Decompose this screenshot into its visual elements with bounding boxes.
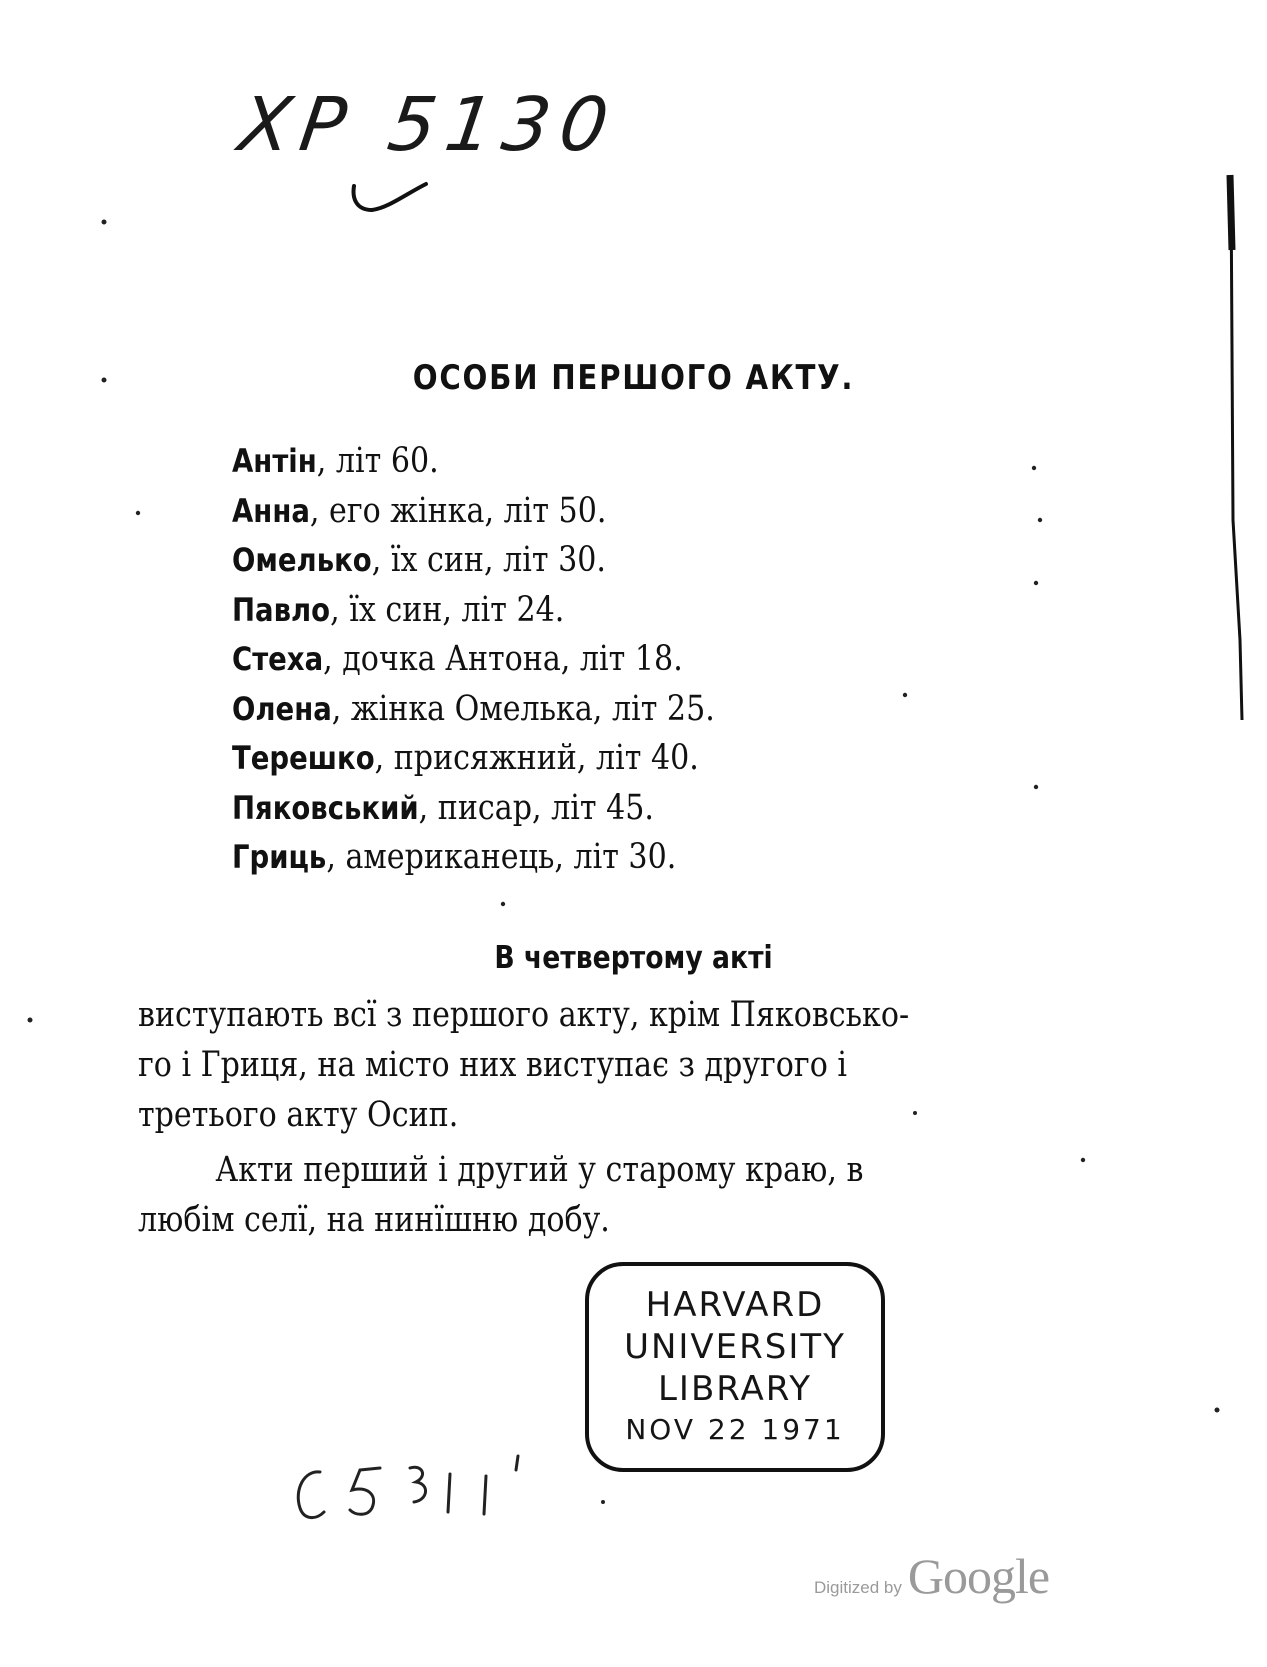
cast-desc: , їх син, літ 30. bbox=[371, 540, 606, 580]
google-wordmark: Google bbox=[907, 1548, 1050, 1604]
cast-desc: , їх син, літ 24. bbox=[330, 589, 565, 630]
stamp-line: UNIVERSITY bbox=[624, 1327, 846, 1367]
cast-desc: , жінка Омелька, літ 25. bbox=[331, 688, 715, 729]
cast-name: Гриць bbox=[232, 838, 327, 876]
cast-name: Терешко bbox=[232, 739, 375, 777]
cast-desc: , его жінка, літ 50. bbox=[309, 490, 607, 531]
paragraph-line: любім селї, на нинїшню добу. bbox=[138, 1200, 610, 1240]
cast-name: Анна bbox=[232, 491, 310, 530]
stamp-line: HARVARD bbox=[645, 1285, 825, 1325]
paragraph-line: Акти перший і другий у старому краю, в bbox=[215, 1150, 864, 1190]
handwritten-call-number: XP 5130 bbox=[233, 82, 624, 168]
act4-heading: В четвертому акті bbox=[494, 940, 773, 976]
cast-name: Омелько bbox=[232, 541, 372, 579]
stamp-line: LIBRARY bbox=[657, 1369, 813, 1409]
stamp-date: NOV 22 1971 bbox=[625, 1413, 845, 1446]
cast-desc: , присяжний, літ 40. bbox=[374, 738, 699, 778]
cast-name: Стеха bbox=[232, 640, 324, 678]
cast-desc: , дочка Антона, літ 18. bbox=[323, 639, 683, 679]
paragraph-line: третього акту Осип. bbox=[138, 1095, 459, 1135]
cast-name: Павло bbox=[232, 590, 331, 629]
cast-desc: , літ 60. bbox=[316, 441, 439, 481]
digitized-by-label: Digitized by bbox=[814, 1578, 902, 1597]
cast-desc: , американець, літ 30. bbox=[326, 837, 677, 877]
paragraph-line: го і Гриця, на місто них виступає з другого і bbox=[138, 1045, 848, 1085]
cast-name: Пяковський bbox=[232, 788, 419, 827]
paragraph-line: виступають всї з першого акту, крім Пяковсько- bbox=[138, 995, 910, 1035]
cast-desc: , писар, літ 45. bbox=[418, 787, 654, 828]
cast-name: Олена bbox=[232, 689, 332, 728]
cast-name: Антін bbox=[232, 442, 317, 480]
cast-heading: ОСОБИ ПЕРШОГО АКТУ. bbox=[412, 358, 855, 398]
